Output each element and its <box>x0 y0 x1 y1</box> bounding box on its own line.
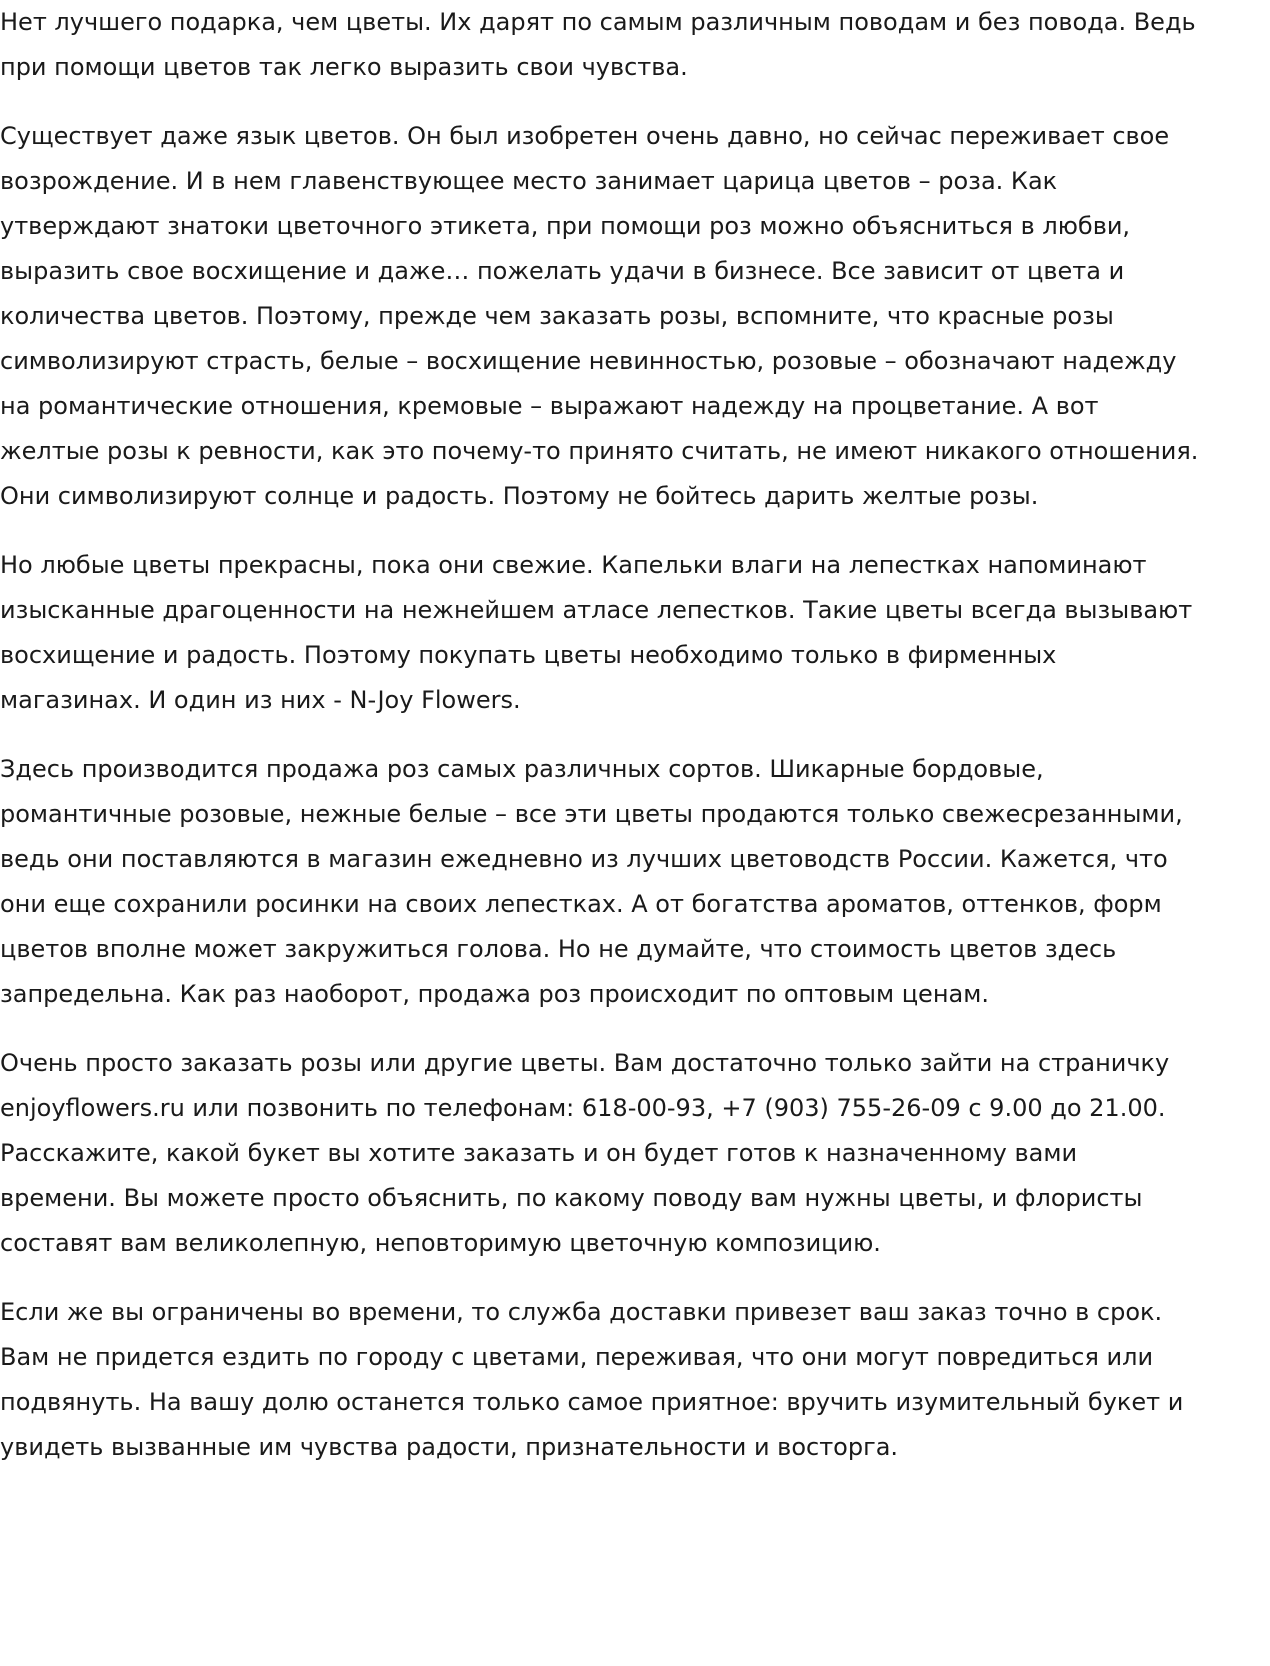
paragraph-ordering: Очень просто заказать розы или другие цветы. Вам достаточно только зайти на страничку enjoyflowers.ru или позвонить по телефонам: 618-00-93, +7 (903) 755-26-09 с 9.00 до 21.00. Расскажите, какой букет вы хотите заказать и он будет готов к назначенному вами времени. Вы можете просто объяснить, по какому поводу вам нужны цветы, и флористы составят вам великолепную, неповторимую цветочную композицию. <box>0 1049 1170 1257</box>
paragraph-language-of-flowers: Существует даже язык цветов. Он был изобретен очень давно, но сейчас переживает свое возрождение. И в нем главенствующее место занимает царица цветов – роза. Как утверждают знатоки цветочного этикета, при помощи роз можно объясниться в любви, выразить свое восхищение и даже… пожелать удачи в бизнесе. Все зависит от цвета и количества цветов. Поэтому, прежде чем заказать розы, вспомните, что красные розы символизируют страсть, белые – восхищение невинностью, розовые – обозначают надежду на романтические отношения, кремовые – выражают надежду на процветание. А вот желтые розы к ревности, как это почему-то принято считать, не имеют никакого отношения. Они символизируют солнце и радость. Поэтому не бойтесь дарить желтые розы. <box>0 122 1199 510</box>
paragraph-delivery: Если же вы ограничены во времени, то служба доставки привезет ваш заказ точно в срок. Вам не придется ездить по городу с цветами, переживая, что они могут повредиться или подвянуть. На вашу долю останется только самое приятное: вручить изумительный букет и увидеть вызванные им чувства радости, признательности и восторга. <box>0 1298 1184 1461</box>
paragraph-rose-varieties: Здесь производится продажа роз самых различных сортов. Шикарные бордовые, романтичные розовые, нежные белые – все эти цветы продаются только свежесрезанными, ведь они поставляются в магазин ежедневно из лучших цветоводств России. Кажется, что они еще сохранили росинки на своих лепестках. А от богатства ароматов, оттенков, форм цветов вполне может закружиться голова. Но не думайте, что стоимость цветов здесь запредельна. Как раз наоборот, продажа роз происходит по оптовым ценам. <box>0 755 1183 1008</box>
paragraph-freshness: Но любые цветы прекрасны, пока они свежие. Капельки влаги на лепестках напоминают изысканные драгоценности на нежнейшем атласе лепестков. Такие цветы всегда вызывают восхищение и радость. Поэтому покупать цветы необходимо только в фирменных магазинах. И один из них - N-Joy Flowers. <box>0 551 1193 714</box>
paragraph-intro: Нет лучшего подарка, чем цветы. Их дарят по самым различным поводам и без повода. Ведь при помощи цветов так легко выразить свои чувства. <box>0 8 1196 81</box>
